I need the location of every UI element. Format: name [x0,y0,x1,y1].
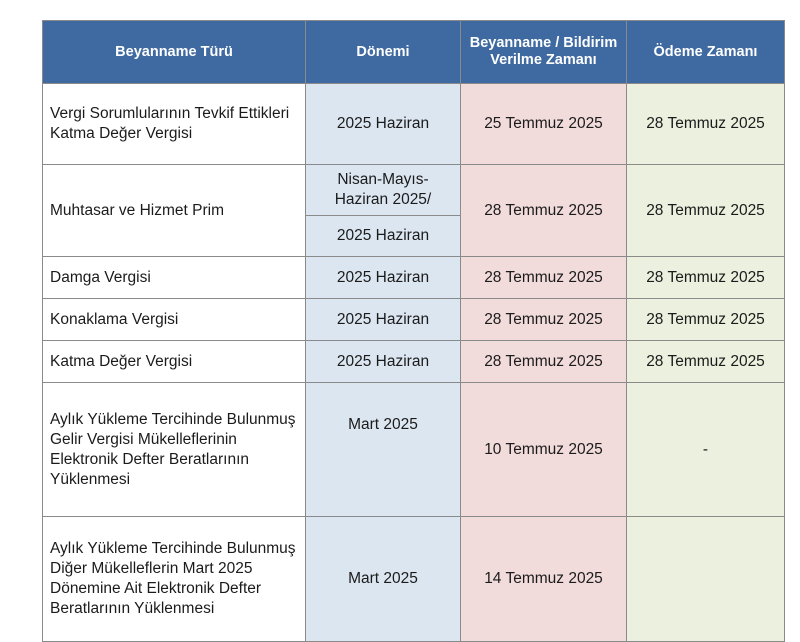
table-row [43,299,785,341]
period-cell: 2025 Haziran [306,84,461,165]
declaration-type-cell: Damga Vergisi [43,257,306,299]
declaration-type-cell: Aylık Yükleme Tercihinde Bulunmuş Diğer Mükelleflerin Mart 2025 Dönemine Ait Elektronik Defter Beratlarının Yüklenmesi [43,517,306,642]
table-row [43,341,785,383]
table-header-row [43,21,785,84]
filing-date-cell: 28 Temmuz 2025 [461,299,627,341]
filing-date-cell: 28 Temmuz 2025 [461,165,627,257]
header-declaration-type: Beyanname Türü [43,21,306,84]
payment-date-cell: 28 Temmuz 2025 [627,299,785,341]
payment-date-cell: 28 Temmuz 2025 [627,341,785,383]
table-row [43,165,785,216]
filing-date-cell: 14 Temmuz 2025 [461,517,627,642]
filing-date-cell: 28 Temmuz 2025 [461,257,627,299]
table-row [43,383,785,517]
payment-date-cell: 28 Temmuz 2025 [627,165,785,257]
period-cell: 2025 Haziran [306,299,461,341]
payment-date-cell: - [627,383,785,517]
period-cell: Mart 2025 [306,517,461,642]
period-cell: 2025 Haziran [306,341,461,383]
header-filing-date: Beyanname / Bildirim Verilme Zamanı [461,21,627,84]
table-row [43,517,785,642]
period-cell: Nisan-Mayıs-Haziran 2025/ [306,165,461,216]
declaration-table [42,20,785,642]
declaration-calendar [42,20,784,642]
payment-date-cell: 28 Temmuz 2025 [627,257,785,299]
declaration-type-cell: Aylık Yükleme Tercihinde Bulunmuş Gelir Vergisi Mükelleflerinin Elektronik Defter Beratlarının Yüklenmesi [43,383,306,517]
period-cell: Mart 2025 [306,383,461,517]
header-payment-date: Ödeme Zamanı [627,21,785,84]
filing-date-cell: 10 Temmuz 2025 [461,383,627,517]
declaration-type-cell: Muhtasar ve Hizmet Prim [43,165,306,257]
declaration-type-cell: Konaklama Vergisi [43,299,306,341]
table-row [43,84,785,165]
table-row [43,257,785,299]
filing-date-cell: 28 Temmuz 2025 [461,341,627,383]
filing-date-cell: 25 Temmuz 2025 [461,84,627,165]
declaration-type-cell: Katma Değer Vergisi [43,341,306,383]
declaration-type-cell: Vergi Sorumlularının Tevkif Ettikleri Katma Değer Vergisi [43,84,306,165]
period-cell: 2025 Haziran [306,216,461,257]
payment-date-cell [627,517,785,642]
payment-date-cell: 28 Temmuz 2025 [627,84,785,165]
header-period: Dönemi [306,21,461,84]
period-cell: 2025 Haziran [306,257,461,299]
